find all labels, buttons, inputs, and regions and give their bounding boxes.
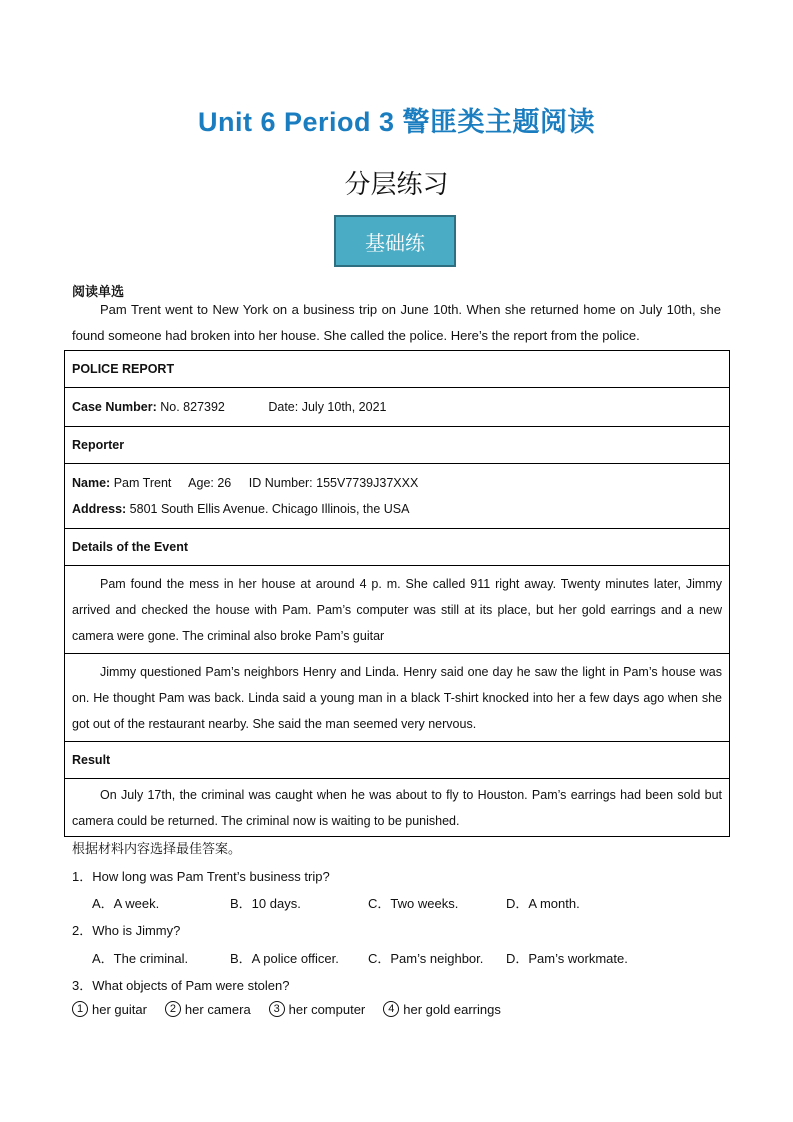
- reporter-header: Reporter: [65, 427, 730, 464]
- reporter-info-cell: [65, 464, 730, 529]
- circled-number-2: 2: [165, 1001, 181, 1017]
- reporter-header-row: [65, 427, 730, 464]
- section-label: 阅读单选: [72, 284, 125, 299]
- q1-option-d[interactable]: D．A month.: [506, 896, 580, 911]
- case-value: No. 827392: [160, 400, 225, 414]
- q2-option-b[interactable]: B．A police officer.: [230, 951, 339, 966]
- question-2-options: [92, 948, 644, 967]
- q3-item-1: [72, 1001, 147, 1017]
- level-badge: 基础练: [334, 215, 456, 267]
- question-1: 1．How long was Pam Trent’s business trip?: [72, 869, 330, 884]
- q1-option-c[interactable]: C．Two weeks.: [368, 896, 459, 911]
- detail-row-2: [65, 654, 730, 742]
- q2-option-c[interactable]: C．Pam’s neighbor.: [368, 951, 484, 966]
- result-header-row: [65, 742, 730, 779]
- page-subtitle: 分层练习: [344, 170, 449, 200]
- q1-option-b[interactable]: B．10 days.: [230, 896, 301, 911]
- reporter-age: Age: 26: [188, 476, 232, 490]
- q2-option-d[interactable]: D．Pam’s workmate.: [506, 951, 628, 966]
- detail-paragraph-2: Jimmy questioned Pam’s neighbors Henry and Linda. Henry said one day he saw the light in Pam’s house was on. He thought Pam was back. Linda said a young man in a black T-shirt knocked into her a few days ago when she got out of the restaurant nearby. She said the man seemed very nervous.: [72, 664, 722, 731]
- page-title: Unit 6 Period 3 警匪类主题阅读: [197, 107, 596, 137]
- intro-paragraph: Pam Trent went to New York on a business trip on June 10th. When she returned home on July 10th, she found someone had broken into her house. She called the police. Here’s the report from the police.: [72, 302, 721, 343]
- q3-item-3: [269, 1001, 366, 1017]
- question-1-options: [92, 893, 644, 912]
- police-report-table: [64, 350, 730, 837]
- q2-option-a[interactable]: A．The criminal.: [92, 951, 189, 966]
- q3-item-label: her guitar: [92, 1001, 147, 1017]
- result-header: Result: [65, 742, 730, 779]
- circled-number-1: 1: [72, 1001, 88, 1017]
- case-label: Case Number:: [72, 400, 157, 414]
- result-row: [65, 779, 730, 837]
- reporter-info-row: [65, 464, 730, 529]
- circled-number-3: 3: [269, 1001, 285, 1017]
- circled-number-4: 4: [383, 1001, 399, 1017]
- report-header-row: [65, 351, 730, 388]
- result-paragraph: On July 17th, the criminal was caught when he was about to fly to Houston. Pam’s earrings had been sold but camera could be returned. The criminal now is waiting to be punished.: [72, 787, 722, 828]
- address-label: Address:: [72, 502, 127, 516]
- q3-item-label: her computer: [288, 1001, 366, 1017]
- q1-option-a[interactable]: A．A week.: [92, 896, 160, 911]
- question-3-items: [72, 1001, 501, 1017]
- detail-paragraph-1: Pam found the mess in her house at around 4 p. m. She called 911 right away. Twenty minutes later, Jimmy arrived and checked the house with Pam. Pam’s computer was still at its place, but her gold earrings and a new camera were gone. The criminal also broke Pam’s guitar: [72, 576, 722, 643]
- detail-cell-2: [65, 654, 730, 742]
- q3-item-label: her camera: [184, 1001, 251, 1017]
- detail-row-1: [65, 566, 730, 654]
- instruction-text: 根据材料内容选择最佳答案。: [72, 842, 242, 857]
- q3-item-label: her gold earrings: [403, 1001, 501, 1017]
- report-header: POLICE REPORT: [65, 351, 730, 388]
- name-value: Pam Trent: [113, 476, 172, 490]
- name-label: Name:: [72, 476, 111, 490]
- report-date: Date: July 10th, 2021: [268, 400, 387, 414]
- detail-cell-1: [65, 566, 730, 654]
- question-2: 2．Who is Jimmy?: [72, 923, 181, 938]
- details-header-row: [65, 529, 730, 566]
- q3-item-2: [165, 1001, 251, 1017]
- address-value: 5801 South Ellis Avenue. Chicago Illinois, the USA: [129, 502, 410, 516]
- reporter-id: ID Number: 155V7739J37XXX: [248, 476, 419, 490]
- details-header: Details of the Event: [65, 529, 730, 566]
- question-3: 3．What objects of Pam were stolen?: [72, 978, 290, 993]
- case-cell: [65, 388, 730, 427]
- case-row: [65, 388, 730, 427]
- q3-item-4: [383, 1001, 501, 1017]
- result-cell: [65, 779, 730, 837]
